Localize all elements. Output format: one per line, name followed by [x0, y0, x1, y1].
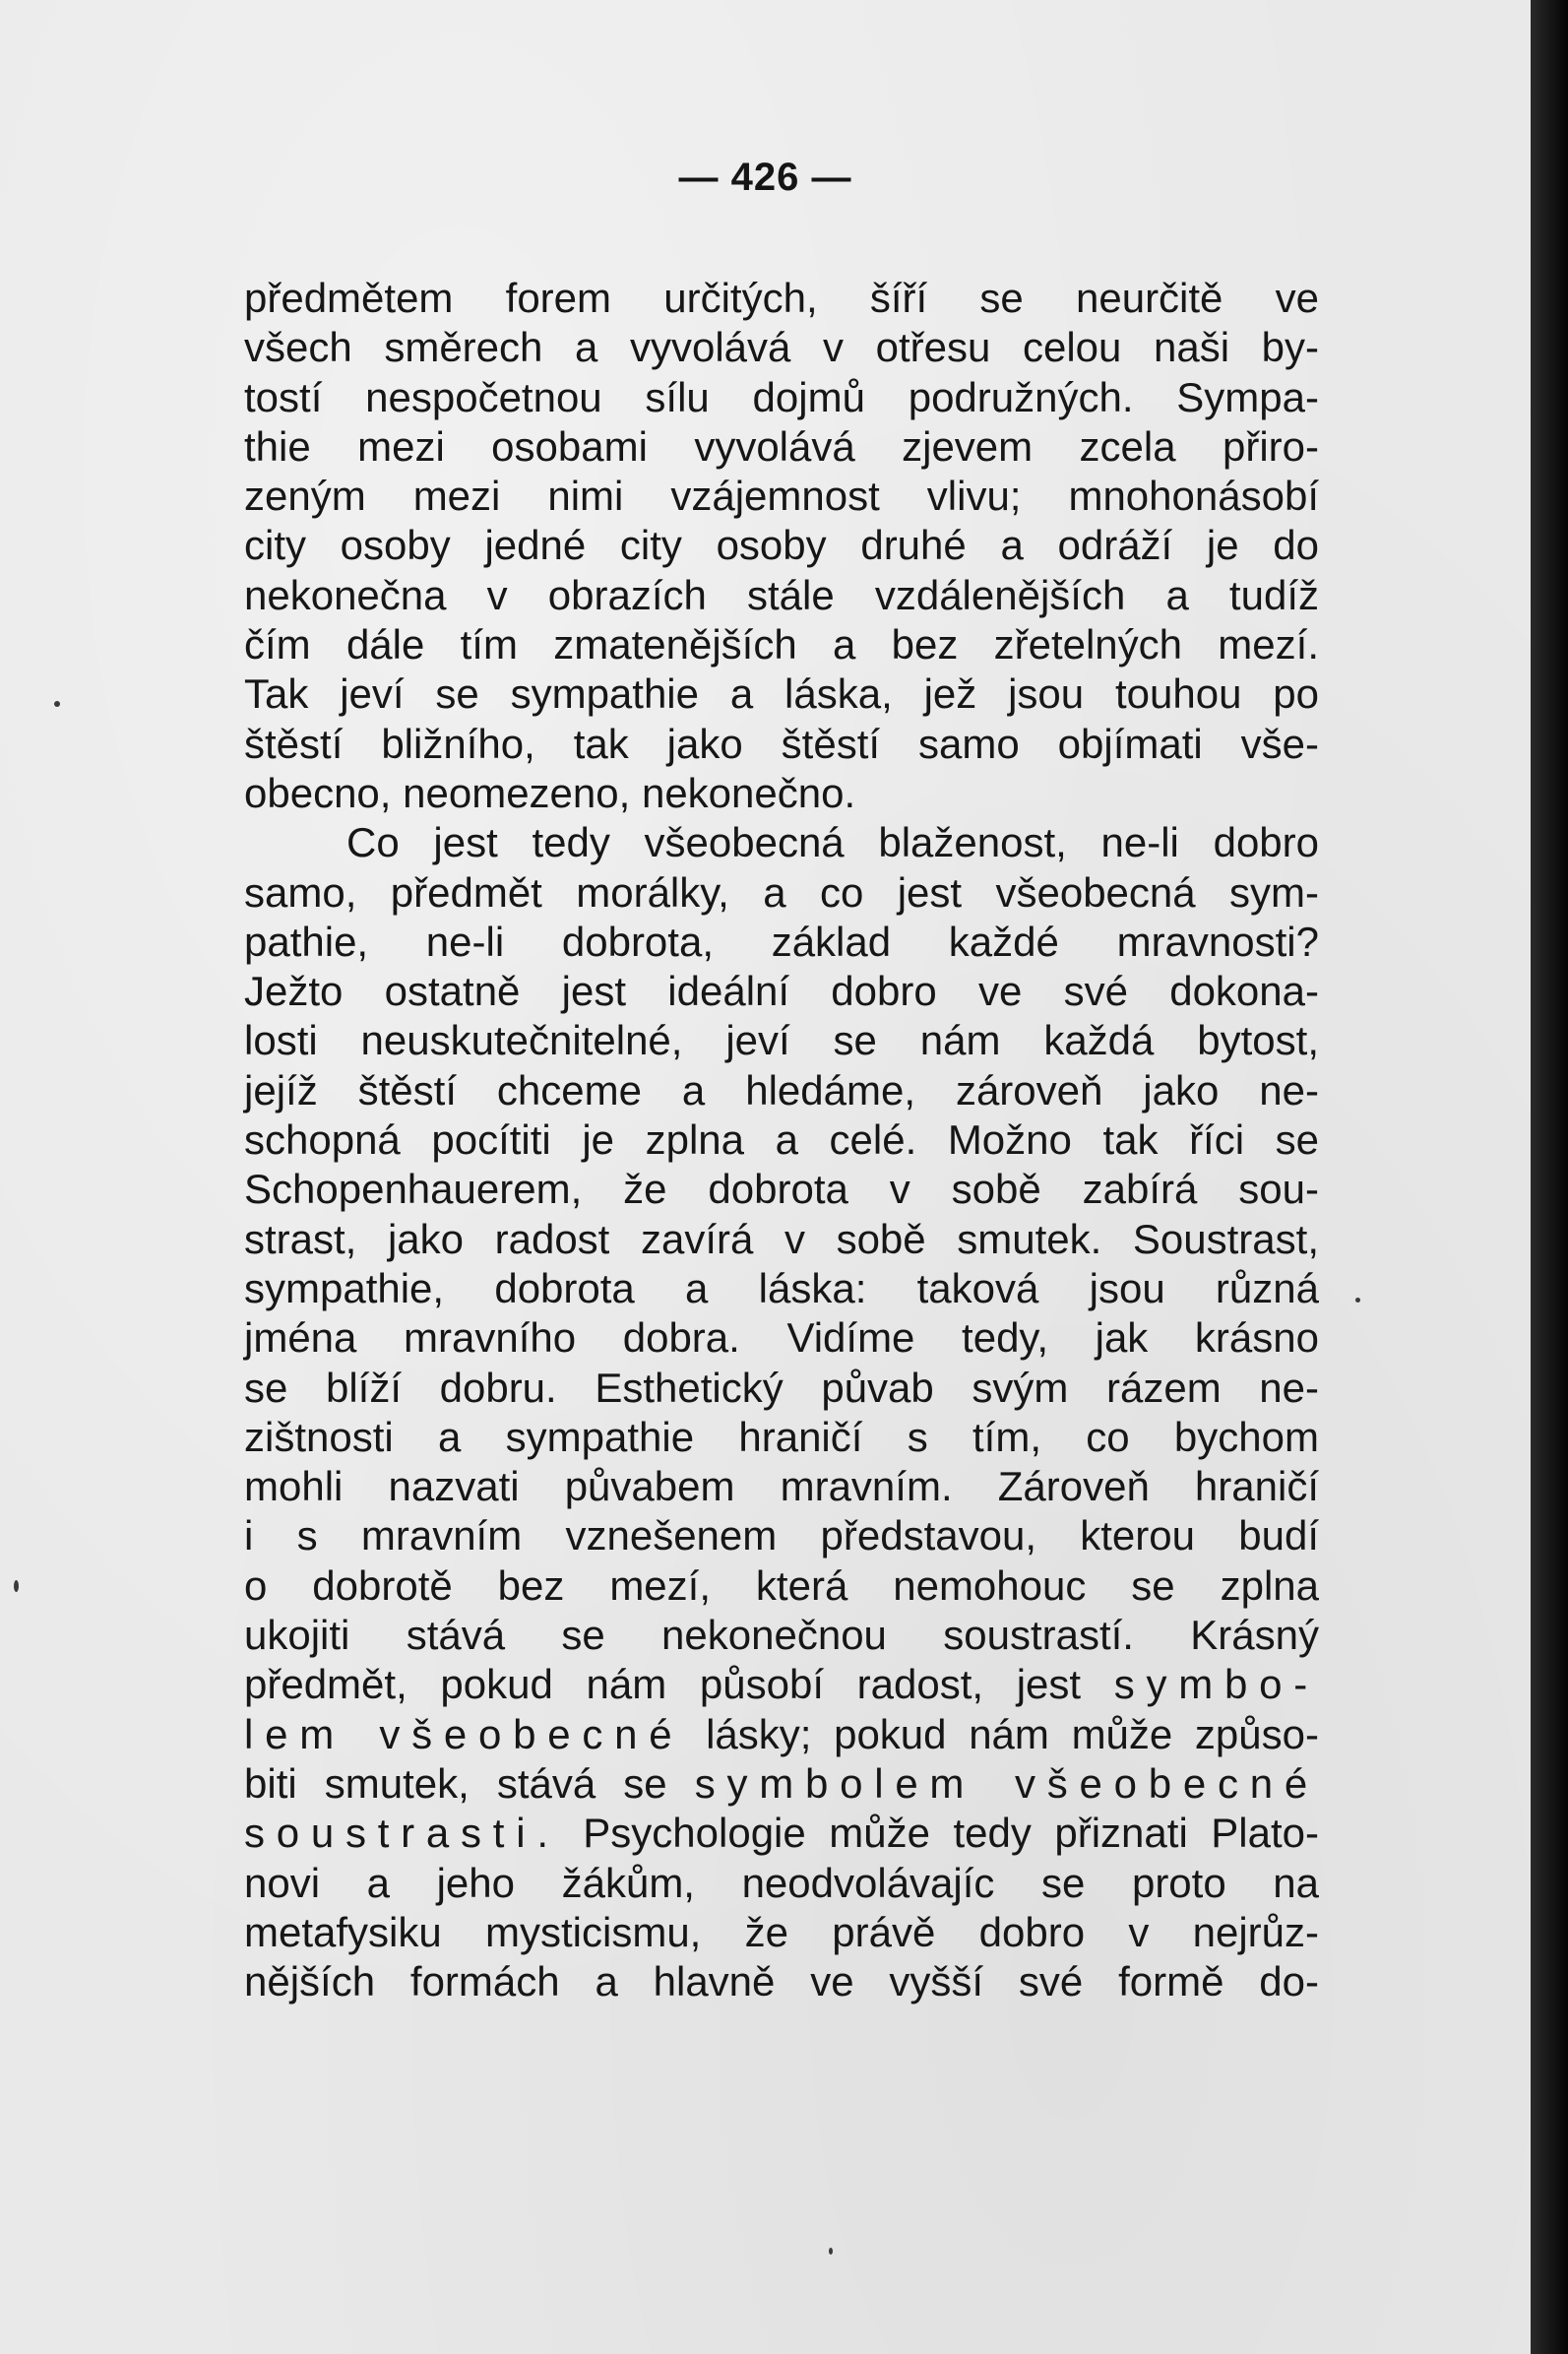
paper-speck — [1355, 1298, 1360, 1303]
text-line: o dobrotě bez mezí, která nemohouc se zplna — [244, 1561, 1319, 1609]
text-line: samo, předmět morálky, a co jest všeobecná sym- — [244, 868, 1319, 916]
text-line: štěstí bližního, tak jako štěstí samo objímati vše- — [244, 720, 1319, 767]
text-line: Co jest tedy všeobecná blaženost, ne-li dobro — [346, 819, 1319, 866]
text-line: mohli nazvati půvabem mravním. Zároveň hraničí — [244, 1463, 1319, 1510]
text-line: strast, jako radost zavírá v sobě smutek. Soustrast, — [244, 1215, 1319, 1262]
text-line: metafysiku mysticismu, že právě dobro v nejrůz- — [244, 1908, 1319, 1955]
text-line: všech směrech a vyvolává v otřesu celou naši by- — [244, 324, 1319, 371]
text-line: thie mezi osobami vyvolává zjevem zcela přiro- — [244, 422, 1319, 470]
text-line: Tak jeví se sympathie a láska, jež jsou touhou po — [244, 670, 1319, 718]
paper-speck — [54, 701, 60, 707]
spaced-text-fragment: symbolem všeobecné — [694, 1759, 1319, 1807]
page-number: — 426 — — [678, 156, 852, 199]
text-line: Schopenhauerem, že dobrota v sobě zabírá sou- — [244, 1166, 1319, 1213]
text-line-mixed — [244, 1809, 1319, 1858]
text-line: se blíží dobru. Esthetický půvab svým rázem ne- — [244, 1364, 1319, 1411]
text-line: losti neuskutečnitelné, jeví se nám každá bytost, — [244, 1017, 1319, 1064]
body-text — [244, 274, 1319, 2006]
paper-speck — [829, 2248, 833, 2255]
text-line: zeným mezi nimi vzájemnost vlivu; mnohonásobí — [244, 473, 1319, 520]
text-fragment: biti smutek, stává se — [244, 1759, 667, 1807]
text-line: jména mravního dobra. Vidíme tedy, jak krásno — [244, 1314, 1319, 1362]
text-line: pathie, ne-li dobrota, základ každé mravnosti? — [244, 918, 1319, 965]
text-line: čím dále tím zmatenějších a bez zřetelných mezí. — [244, 621, 1319, 668]
text-line-mixed — [244, 1759, 1319, 1809]
text-line: nekonečna v obrazích stále vzdálenějších a tudíž — [244, 571, 1319, 618]
text-line: ukojiti stává se nekonečnou soustrastí. Krásný — [244, 1612, 1319, 1659]
spaced-text-fragment: soustrasti. — [244, 1810, 560, 1857]
spaced-text-fragment: lem všeobecné — [244, 1710, 684, 1757]
text-line: tostí nespočetnou sílu dojmů podružných. Sympa- — [244, 373, 1319, 420]
text-fragment: Psychologie může tedy přiznati Plato- — [583, 1810, 1319, 1857]
text-line: i s mravním vznešenem představou, kterou budí — [244, 1512, 1319, 1559]
spaced-text-fragment: symbo- — [1113, 1661, 1319, 1708]
text-line-mixed — [244, 1660, 1319, 1709]
text-line: obecno, neomezeno, nekonečno. — [244, 769, 856, 816]
text-line: jejíž štěstí chceme a hledáme, zároveň jako ne- — [244, 1066, 1319, 1113]
text-line: sympathie, dobrota a láska: taková jsou různá — [244, 1264, 1319, 1311]
text-line: schopná pocítiti je zplna a celé. Možno tak říci se — [244, 1116, 1319, 1164]
text-line: city osoby jedné city osoby druhé a odráží je do — [244, 522, 1319, 569]
paper-speck — [14, 1580, 19, 1592]
text-line: předmětem forem určitých, šíří se neurčitě ve — [244, 275, 1319, 321]
text-fragment: lásky; pokud nám může způso- — [706, 1710, 1319, 1757]
text-line: novi a jeho žákům, neodvolávajíc se proto na — [244, 1859, 1319, 1906]
text-line: Ježto ostatně jest ideální dobro ve své dokona- — [244, 968, 1319, 1015]
text-line: nějších formách a hlavně ve vyšší své formě do- — [244, 1958, 1319, 2005]
text-line: zištnosti a sympathie hraničí s tím, co bychom — [244, 1413, 1319, 1460]
text-fragment: předmět, pokud nám působí radost, jest — [244, 1661, 1082, 1708]
scan-edge-shadow — [1531, 0, 1568, 2354]
text-line-mixed — [244, 1710, 1319, 1759]
